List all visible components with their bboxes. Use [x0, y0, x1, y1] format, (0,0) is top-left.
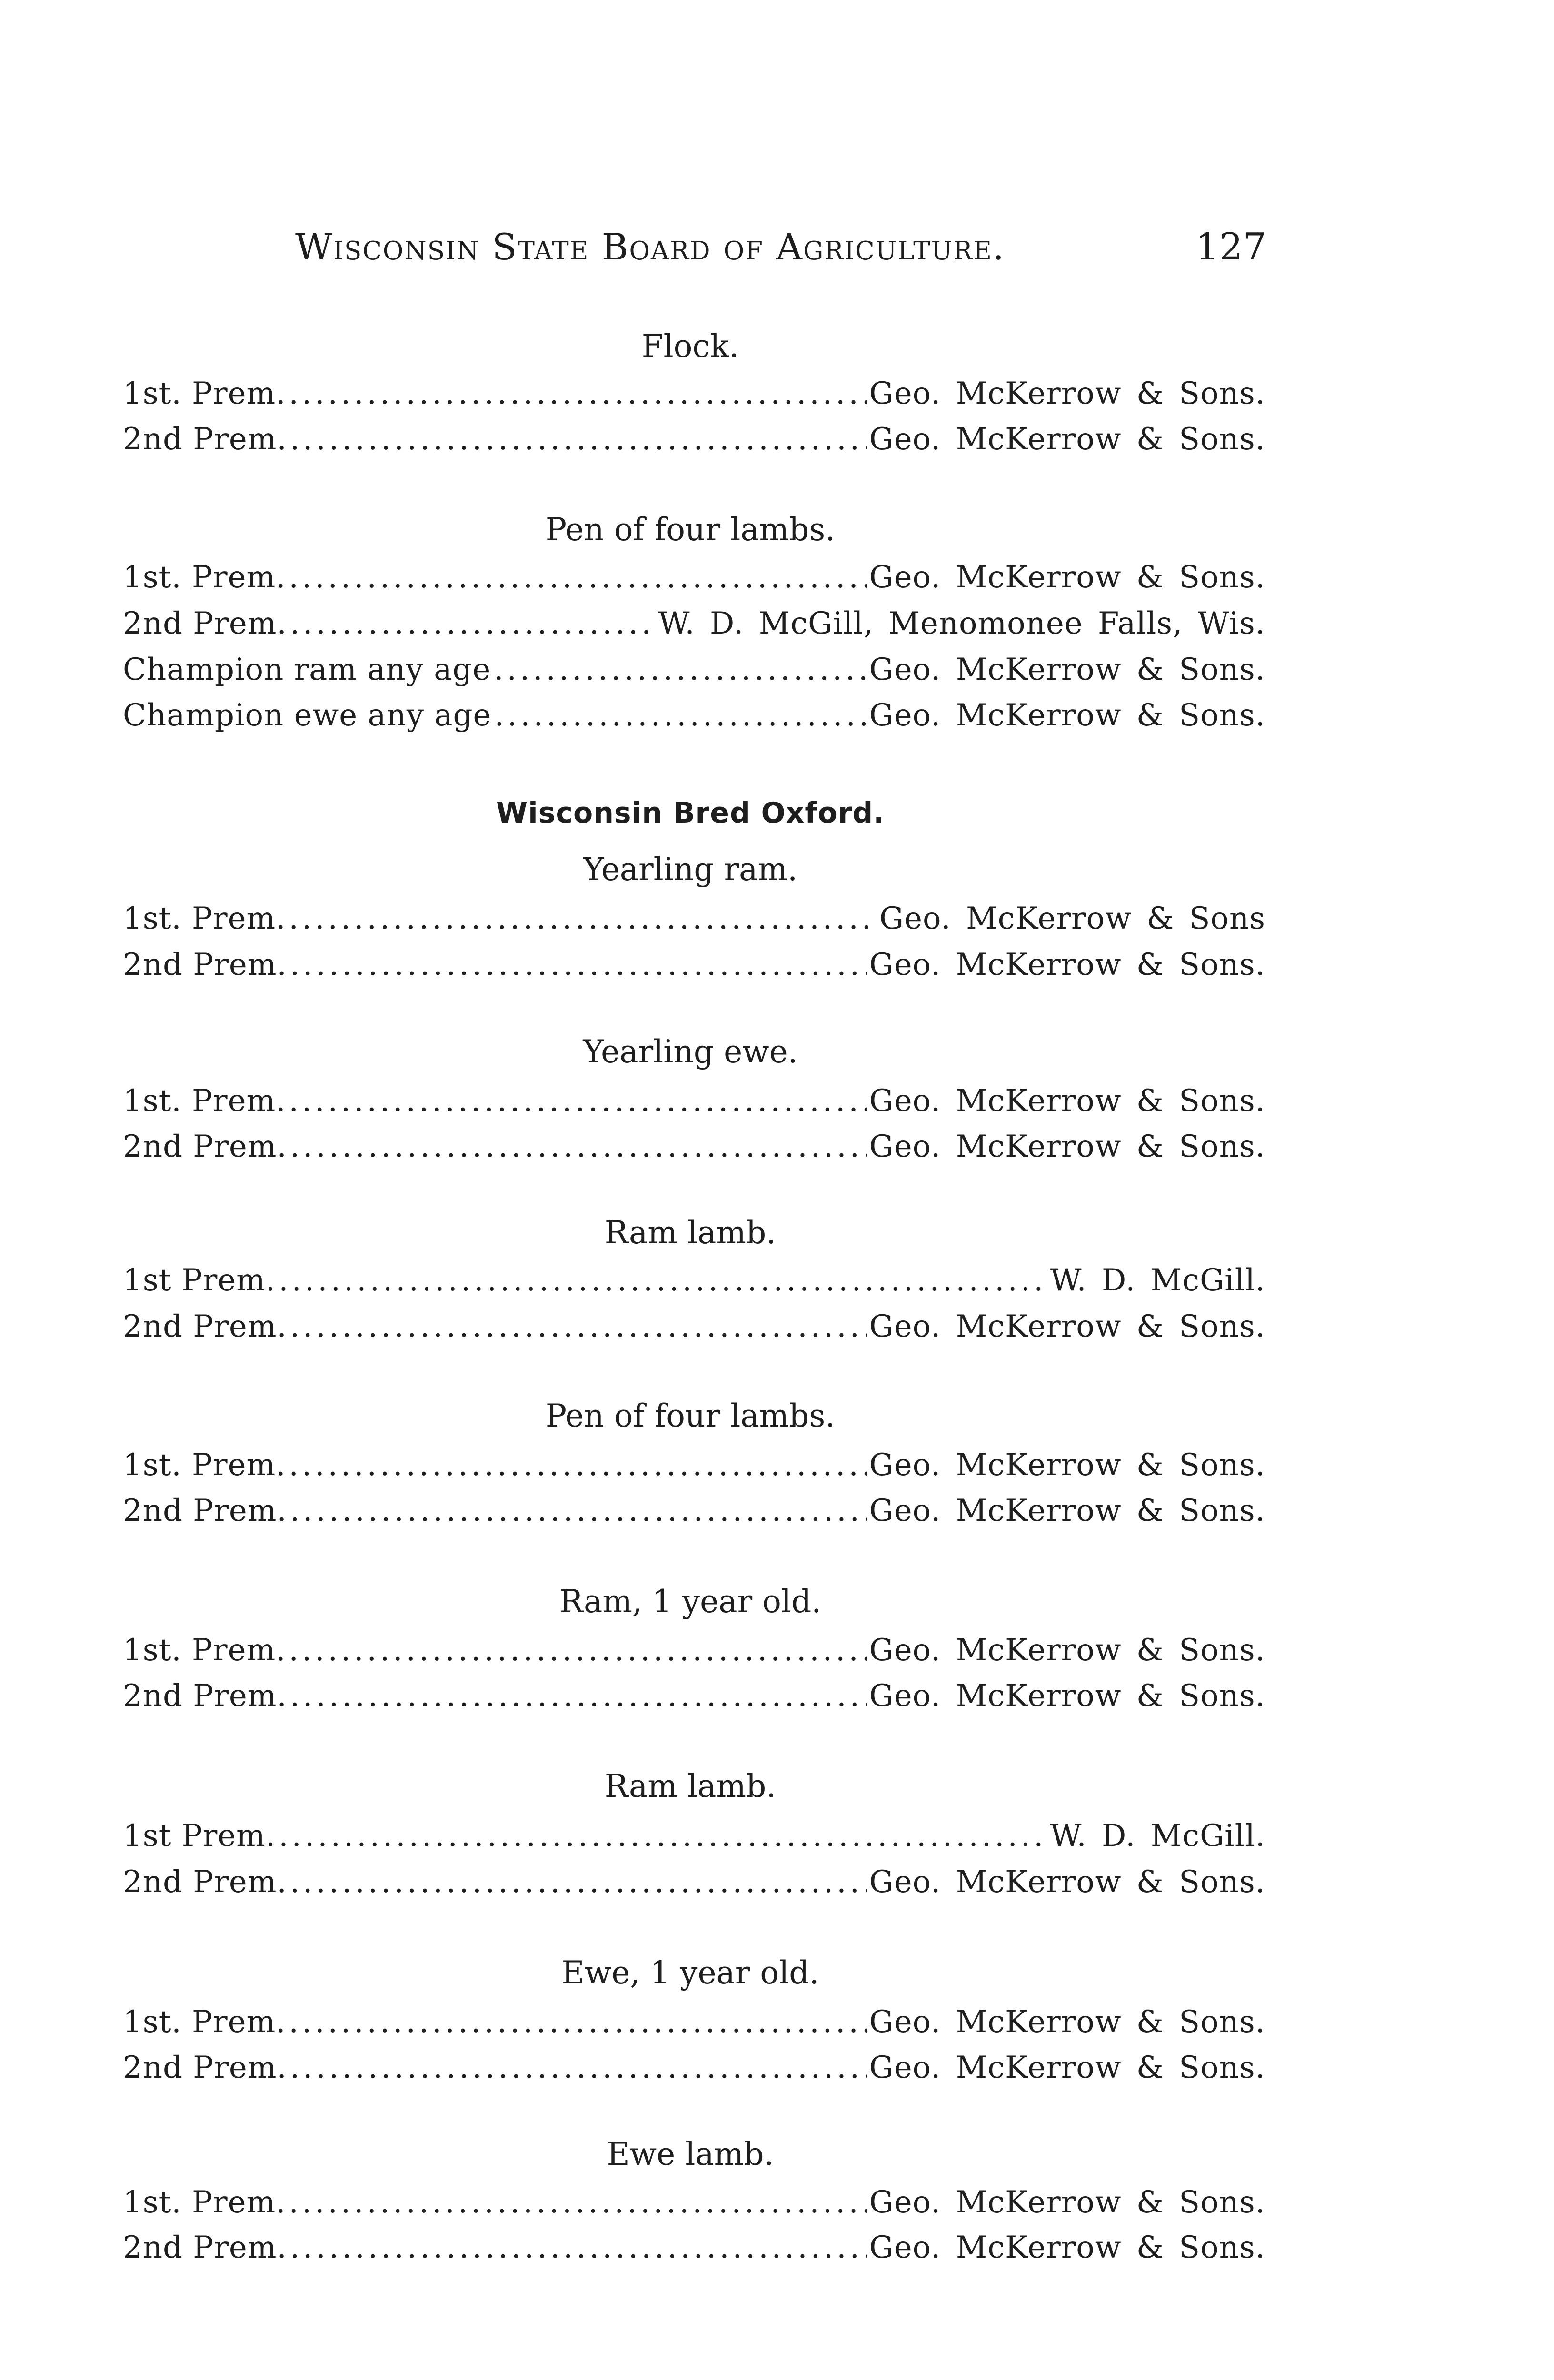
award-label: 1st. Prem. — [123, 560, 286, 595]
dot-leader — [289, 1444, 867, 1487]
dot-leader — [289, 1629, 867, 1672]
dot-leader — [289, 556, 867, 599]
award-label: 2nd Prem. — [123, 2230, 287, 2265]
award-label: 2nd Prem. — [123, 1864, 287, 1900]
class-heading: Flock. — [641, 328, 739, 365]
award-label: 2nd Prem. — [123, 1493, 287, 1528]
dot-leader — [279, 1815, 1047, 1857]
award-label: 2nd Prem. — [123, 2050, 287, 2085]
dot-leader — [290, 2226, 867, 2269]
dot-leader — [289, 2001, 867, 2043]
award-label: 1st. Prem. — [123, 1448, 286, 1483]
dot-leader — [289, 1080, 867, 1122]
award-entry — [123, 1080, 1265, 1122]
class-heading: Ram lamb. — [604, 1768, 777, 1805]
award-label: 1st. Prem. — [123, 2004, 286, 2040]
dot-leader — [290, 2046, 867, 2089]
award-entry — [123, 1125, 1265, 1168]
award-entry — [123, 1259, 1265, 1302]
section-heading: Wisconsin Bred Oxford. — [496, 796, 885, 830]
class-heading: Pen of four lambs. — [545, 511, 836, 548]
class-heading: Ewe, 1 year old. — [561, 1954, 819, 1991]
award-winner: Geo. McKerrow & Sons. — [869, 652, 1265, 687]
award-entry — [123, 2226, 1265, 2269]
award-label: 1st Prem. — [123, 1263, 276, 1298]
award-entry — [123, 372, 1265, 415]
award-label: 2nd Prem. — [123, 1309, 287, 1344]
award-label: Champion ram any age — [123, 652, 491, 687]
award-winner: Geo. McKerrow & Sons. — [869, 1129, 1265, 1164]
award-winner: W. D. McGill. — [1050, 1818, 1265, 1854]
award-winner: Geo. McKerrow & Sons. — [869, 560, 1265, 595]
award-label: 1st. Prem. — [123, 2185, 286, 2220]
award-winner: Geo. McKerrow & Sons. — [869, 2230, 1265, 2265]
dot-leader — [290, 1489, 867, 1532]
award-winner: Geo. McKerrow & Sons. — [869, 422, 1265, 457]
award-entry — [123, 1815, 1265, 1857]
award-winner: Geo. McKerrow & Sons. — [869, 376, 1265, 411]
dot-leader — [289, 372, 867, 415]
award-winner: Geo. McKerrow & Sons. — [869, 1083, 1265, 1119]
running-head — [295, 226, 1266, 278]
award-entry — [123, 1444, 1265, 1487]
award-winner: Geo. McKerrow & Sons. — [869, 698, 1265, 733]
award-label: 1st Prem. — [123, 1818, 276, 1854]
award-winner: Geo. McKerrow & Sons. — [869, 1864, 1265, 1900]
class-heading: Ram lamb. — [604, 1214, 777, 1251]
award-entry — [123, 1861, 1265, 1904]
award-winner: Geo. McKerrow & Sons. — [869, 2185, 1265, 2220]
award-entry — [123, 1489, 1265, 1532]
award-entry — [123, 694, 1265, 737]
award-entry — [123, 1305, 1265, 1348]
class-heading: Yearling ewe. — [583, 1033, 798, 1070]
award-entry — [123, 418, 1265, 461]
award-label: 1st. Prem. — [123, 1633, 286, 1668]
award-winner: Geo. McKerrow & Sons. — [869, 947, 1265, 982]
award-winner: Geo. McKerrow & Sons. — [869, 1448, 1265, 1483]
dot-leader — [290, 418, 867, 461]
award-entry — [123, 2001, 1265, 2043]
award-winner: W. D. McGill. — [1050, 1263, 1265, 1298]
award-winner: Geo. McKerrow & Sons. — [869, 2004, 1265, 2040]
award-winner: Geo. McKerrow & Sons — [879, 901, 1265, 936]
award-label: 2nd Prem. — [123, 1129, 287, 1164]
award-label: 2nd Prem. — [123, 947, 287, 982]
running-head-title: Wisconsin State Board of Agriculture. — [295, 226, 1006, 268]
award-winner: W. D. McGill, Menomonee Falls, Wis. — [658, 606, 1265, 641]
award-entry — [123, 602, 1265, 645]
award-entry — [123, 556, 1265, 599]
dot-leader — [289, 2181, 867, 2224]
dot-leader — [494, 694, 866, 737]
award-label: 2nd Prem. — [123, 422, 287, 457]
award-label: 1st. Prem. — [123, 376, 286, 411]
award-label: Champion ewe any age — [123, 698, 492, 733]
dot-leader — [290, 1305, 867, 1348]
dot-leader — [494, 648, 866, 691]
award-entry — [123, 2046, 1265, 2089]
award-winner: Geo. McKerrow & Sons. — [869, 1309, 1265, 1344]
class-heading: Yearling ram. — [583, 851, 798, 888]
award-label: 2nd Prem. — [123, 1678, 287, 1714]
dot-leader — [290, 1861, 867, 1904]
award-winner: Geo. McKerrow & Sons. — [869, 1633, 1265, 1668]
award-entry — [123, 943, 1265, 986]
award-winner: Geo. McKerrow & Sons. — [869, 2050, 1265, 2085]
award-winner: Geo. McKerrow & Sons. — [869, 1493, 1265, 1528]
dot-leader — [290, 1125, 867, 1168]
award-winner: Geo. McKerrow & Sons. — [869, 1678, 1265, 1714]
award-label: 1st. Prem. — [123, 1083, 286, 1119]
award-entry — [123, 1629, 1265, 1672]
dot-leader — [289, 897, 877, 940]
dot-leader — [279, 1259, 1047, 1302]
dot-leader — [290, 1675, 867, 1717]
page-number: 127 — [1195, 226, 1266, 268]
class-heading: Pen of four lambs. — [545, 1398, 836, 1434]
award-entry — [123, 897, 1265, 940]
award-label: 2nd Prem. — [123, 606, 287, 641]
dot-leader — [290, 602, 656, 645]
award-entry — [123, 648, 1265, 691]
award-entry — [123, 1675, 1265, 1717]
class-heading: Ram, 1 year old. — [559, 1583, 822, 1620]
class-heading: Ewe lamb. — [607, 2136, 774, 2172]
dot-leader — [290, 943, 867, 986]
award-label: 1st. Prem. — [123, 901, 286, 936]
award-entry — [123, 2181, 1265, 2224]
